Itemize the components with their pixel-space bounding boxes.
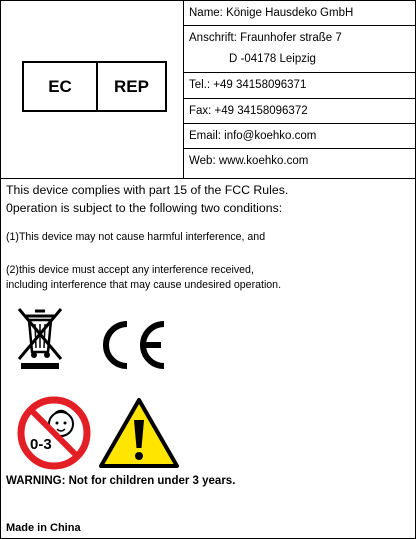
contact-tel: Tel.: +49 34158096371 bbox=[184, 73, 415, 98]
fcc-condition-2-line-2: including interference that may cause undesired operation. bbox=[6, 279, 282, 291]
fcc-condition-2-line-1: (2)this device must accept any interference received, bbox=[6, 264, 254, 276]
header-section bbox=[1, 1, 415, 179]
made-in-label: Made in China bbox=[6, 522, 81, 534]
ec-label: EC bbox=[24, 63, 98, 110]
contact-email: Email: info@koehko.com bbox=[184, 124, 415, 149]
ec-rep-box bbox=[22, 61, 167, 112]
no-children-under-3-icon bbox=[17, 396, 91, 470]
fcc-condition-2 bbox=[6, 263, 281, 293]
contact-fax: Fax: +49 34158096372 bbox=[184, 99, 415, 124]
rep-label: REP bbox=[114, 76, 149, 96]
fcc-line-2: 0peration is subject to the following two conditions: bbox=[6, 201, 283, 215]
contact-web: Web: www.koehko.com bbox=[189, 155, 309, 168]
fcc-line-1: This device complies with part 15 of the FCC Rules. bbox=[6, 183, 289, 197]
fcc-condition-1: (1)This device may not cause harmful interference, and bbox=[6, 231, 266, 243]
address-line-2: D -04178 Leipzig bbox=[229, 53, 316, 66]
fcc-statement bbox=[6, 181, 288, 217]
weee-crossed-bin-icon bbox=[15, 305, 65, 371]
address-line-1: Anschrift: Fraunhofer straße 7 bbox=[189, 32, 342, 45]
age-label: 0-3 bbox=[30, 436, 52, 453]
contact-table bbox=[184, 1, 415, 178]
warning-text: WARNING: Not for children under 3 years. bbox=[6, 475, 236, 487]
contact-address bbox=[184, 26, 415, 73]
warning-triangle-icon bbox=[97, 396, 181, 470]
ec-rep-panel bbox=[1, 1, 184, 178]
contact-name: Name: Könige Hausdeko GmbH bbox=[184, 1, 415, 26]
ce-mark-icon bbox=[97, 321, 169, 369]
